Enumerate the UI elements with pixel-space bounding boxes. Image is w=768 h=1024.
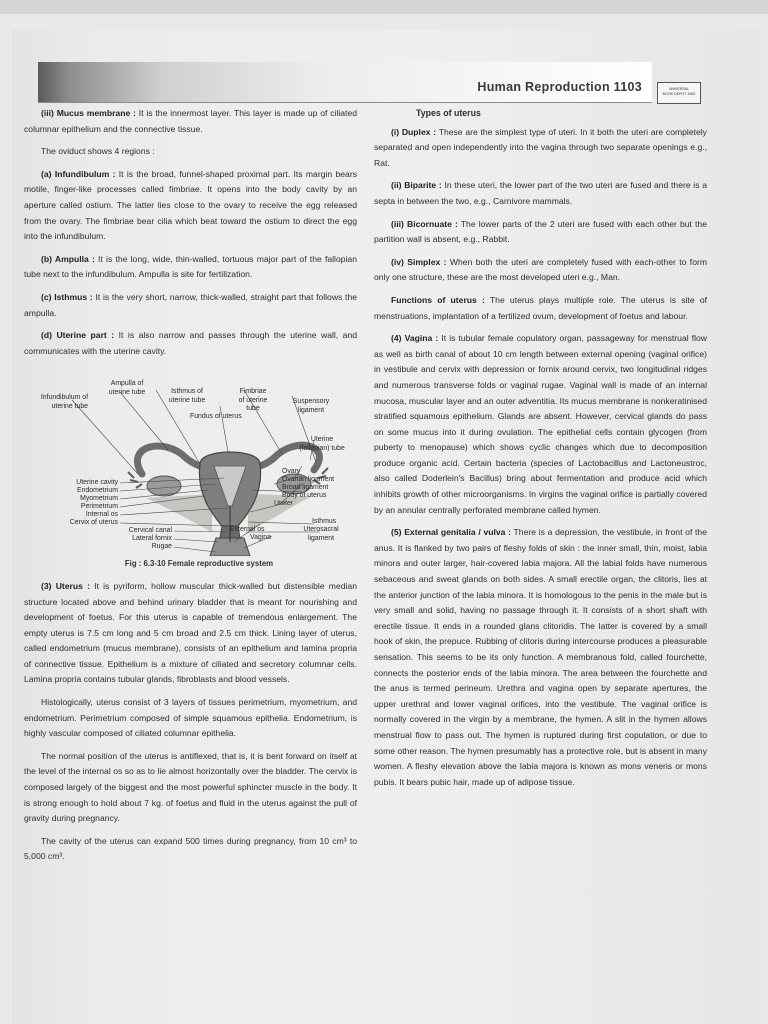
text-external-genitalia: There is a depression, the vestibule, in front of the anus. It is flanked by two pairs of fleshy folds of skin : the inner small, thin, moist, labia minora and outer larger, hair-covered labia majora. All the labial folds have numerous sebaceous and sweat glands on both sides. A small erectile organ, the clitoris, lies at the anterior junction of the labia minora. It is homologous to the penis in the male but is very small and solid, having no passage through it. It consists of a short shaft with erectile tissue. It ends in a rounded glans clitoridis. The latter is covered by a small hook of skin, the prepuce. Rubbing of clitoris during intercourse produces a pleasurable sensation. This seems to be its only function. A membranous fold, called fourchette, connects the posterior ends of the labia minora. The area between the fourchette and the anus is termed perineum. Urethra and vagina open by separate apertures, the upper urethral and lower vaginal orifices, into the vestibule. The vaginal orifice is normally covered in the virgin by a membrane, the hymen. A slit in the hymen allows menstrual flow to pass out. The hymen is ruptured during first copulation, or due to some other reason. The hymen presumably has a protective role, but is absent in many women. A fleshy elevation above the labia majora is known as mons veneris or mons pubis. It bears pubic hair, made up of adipose tissue. <box>374 527 707 787</box>
term-infundibulum: (a) Infundibulum : <box>41 168 116 179</box>
paragraph-ampulla <box>24 252 357 283</box>
paragraph-simplex <box>374 255 707 286</box>
label-endometrium: Endometrium <box>77 487 118 495</box>
paragraph-histology: Histologically, uterus consist of 3 layers of tissues perimetrium, myometrium, and endometrium. Perimetrium composed of simple squamous epithelia. Endometrium, is highly vascular composed of ciliated columnar epithelia. <box>24 697 357 739</box>
text-uterine-part: It is also narrow and passes through the uterine wall, and communicates with the uterine cavity. <box>24 330 358 356</box>
label-cervical-canal: Cervical canal <box>128 527 172 535</box>
text-functions-of-uterus: The uterus plays multiple role. The uterus is site of menstruations, implantation of a fertilized ovum, development of foetus and labour. <box>374 294 707 321</box>
label-vagina: Vagina <box>250 534 271 542</box>
text-ampulla: It is the long, wide, thin-walled, tortuous major part of the fallopian tube next to the infundibulum. Ampulla is site for fertilization. <box>24 253 357 280</box>
term-simplex: (iv) Simplex : <box>391 256 447 267</box>
term-bicornuate: (iii) Bicornuate : <box>391 218 458 229</box>
label-ovary: Ovary <box>282 468 301 476</box>
label-ureter: Ureter <box>274 500 294 508</box>
text-infundibulum: It is the broad, funnel-shaped proximal part. Its margin bears motile, finger-like processes called fimbriae. It opens into the body cavity by an aperture called ostium. The latter lies close to the ovary to receive the egg released from the ovary. The fimbriae bear cilia which beat toward the ostium to direct the egg into the infundibulum. <box>24 168 357 242</box>
figure-caption: Fig : 6.3-10 Female reproductive system <box>124 559 274 569</box>
paragraph-uterus-cavity: The cavity of the uterus can expand 500 times during pregnancy, from 10 cm³ to 5,000 cm³. <box>24 835 357 862</box>
paragraph-bicornuate <box>374 217 707 248</box>
label-fundus: Fundus of uterus <box>190 413 242 421</box>
page-header-bar <box>38 62 652 103</box>
text-isthmus: It is the very short, narrow, thick-walled, straight part that follows the ampulla. <box>24 291 357 318</box>
label-uterine-tube: Uterine (fallopian) tube <box>299 436 345 452</box>
paragraph-uterine-part <box>24 328 357 359</box>
label-myometrium: Myometrium <box>80 495 118 503</box>
heading-types-of-uterus: Types of uterus <box>416 108 481 118</box>
label-isthmus-of-tube: Isthmus of uterine tube <box>168 388 206 404</box>
text-vagina: It is tubular female copulatory organ, passageway for menstrual flow as well as birth canal of about 10 cm length between external opening (vaginal orifice) in vestibule and cervix with depression or fornix around cervix, two longitudinal ridges and numerous transverse folds or vaginal rugae. Vaginal wall is made of an internal mucosa, muscular layer and an outer adventitia. Its mucus membrane is nonkeratinised stratified squamous epithelium. Glands are absent. However, cervical glands do pass on some mucus into it during ovulation. The epithelial cells contain glycogen (from puberty to menopause) which shows cyclic changes which due to decomposition produce organic acid. Certain bacteria (species of Lactobacillus and Lactoneustroc, also called Doderlein's Bacillus) bring about fermentation and produce acid which inhibits growth of other microorganisms. In virgins the vaginal orifice is partially covered by an annular centrally perforated membrane called hymen. <box>374 333 708 515</box>
term-uterine-part: (d) Uterine part : <box>41 330 115 341</box>
paragraph-functions-of-uterus <box>374 293 707 324</box>
label-ampulla: Ampulla of uterine tube <box>108 380 146 396</box>
term-vagina: (4) Vagina : <box>391 333 439 344</box>
label-body-of-uterus: Body of uterus <box>282 492 327 500</box>
right-column <box>374 106 707 797</box>
term-mucus-membrane: (iii) Mucus membrane : <box>41 108 136 118</box>
label-perimetrium: Perimetrium <box>80 503 118 511</box>
term-ampulla: (b) Ampulla : <box>41 253 95 264</box>
term-isthmus: (c) Isthmus : <box>41 291 93 302</box>
publisher-logo <box>657 82 701 104</box>
publisher-logo-line1: UNIVERSAL <box>668 87 690 91</box>
text-bicornuate: The lower parts of the 2 uteri are fused with each other but the partition wall is absent, e.g., Rabbit. <box>374 218 707 245</box>
label-broad-ligament: Broad ligament <box>282 484 329 492</box>
label-suspensory-ligament: Suspensory ligament <box>292 398 330 414</box>
label-internal-os: Internal os <box>85 511 118 519</box>
text-uterus: It is pyriform, hollow muscular thick-walled but distensible median structure located above and behind urinary bladder that is meant for nourishing and development of foetus. For this uterus is capable of tremendous enlargement. The empty uterus is 7.5 cm long and 5 cm broad and 2.5 cm thick. Lining layer of uterus, called endometrium (mucus membrane), consists of an epithelium and lamina propria of connective tissue. Epithelium is a mixture of ciliated and secretory columnar cells. Lamina propria contains tubular glands, fibroblasts and blood vessels. <box>24 580 357 685</box>
label-ovarian-ligament: Ovarian ligament <box>282 476 335 484</box>
female-reproductive-system-figure <box>24 366 357 556</box>
paragraph-external-genitalia <box>374 525 707 790</box>
label-fimbriae: Fimbriae of uterine tube <box>238 388 268 412</box>
text-simplex: When both the uteri are completely fused with each-other to form only one structure, these are the most developed uteri e.g., Man. <box>374 256 707 283</box>
text-mucus-membrane: It is the innermost layer. This layer is made up of ciliated columnar epithelium and the connective tissue. <box>24 108 357 134</box>
text-biparite: In these uteri, the lower part of the two uteri are fused and there is a septa in between the two, e.g., Carnivore mammals. <box>374 180 707 206</box>
label-cervix: Cervix of uterus <box>69 519 118 527</box>
term-external-genitalia: (5) External genitalia / vulva : <box>391 527 512 538</box>
paragraph-infundibulum <box>24 167 357 245</box>
label-infundibulum: Infundibulum of uterine tube <box>40 394 88 410</box>
text-duplex: These are the simplest type of uteri. In it both the uteri are completely separated and open independently into the vagina through two separate openings e.g., Rat. <box>374 126 707 168</box>
label-uterine-cavity: Uterine cavity <box>76 479 118 487</box>
publisher-logo-line2: BOOK DEPOT 1960 <box>662 91 696 96</box>
paragraph-oviduct-regions: The oviduct shows 4 regions : <box>41 146 155 157</box>
label-external-os: External os <box>230 526 265 534</box>
paragraph-mucus-membrane <box>24 106 357 137</box>
label-lateral-fornix: Lateral fornix <box>132 535 172 543</box>
label-uterosacral-ligament: Uterosacral ligament <box>303 526 339 542</box>
term-duplex: (i) Duplex : <box>391 126 437 137</box>
term-functions-of-uterus: Functions of uterus : <box>391 294 485 305</box>
term-uterus: (3) Uterus : <box>41 580 90 591</box>
paragraph-uterus <box>24 579 357 688</box>
left-column <box>24 106 357 872</box>
paragraph-uterus-position: The normal position of the uterus is antiflexed, that is, it is bent forward on itself at the level of the internal os so as to lie almost horizontally over the bladder. The cervix is composed largely of the biggest and the most powerful sphincter muscle in the body. It is strong enough to hold about 7 kg. of foetus and fluid in the uterus against the pull of gravity during pregnancy. <box>24 750 357 824</box>
paragraph-vagina <box>374 331 707 518</box>
label-rugae: Rugae <box>151 543 172 551</box>
top-margin-band <box>0 0 768 14</box>
label-isthmus: Isthmus <box>312 518 337 526</box>
paragraph-biparite <box>374 178 707 209</box>
term-biparite: (ii) Biparite : <box>391 180 442 191</box>
running-header-title: Human Reproduction 1103 <box>477 80 642 94</box>
paragraph-isthmus <box>24 290 357 321</box>
paragraph-duplex <box>374 125 707 172</box>
